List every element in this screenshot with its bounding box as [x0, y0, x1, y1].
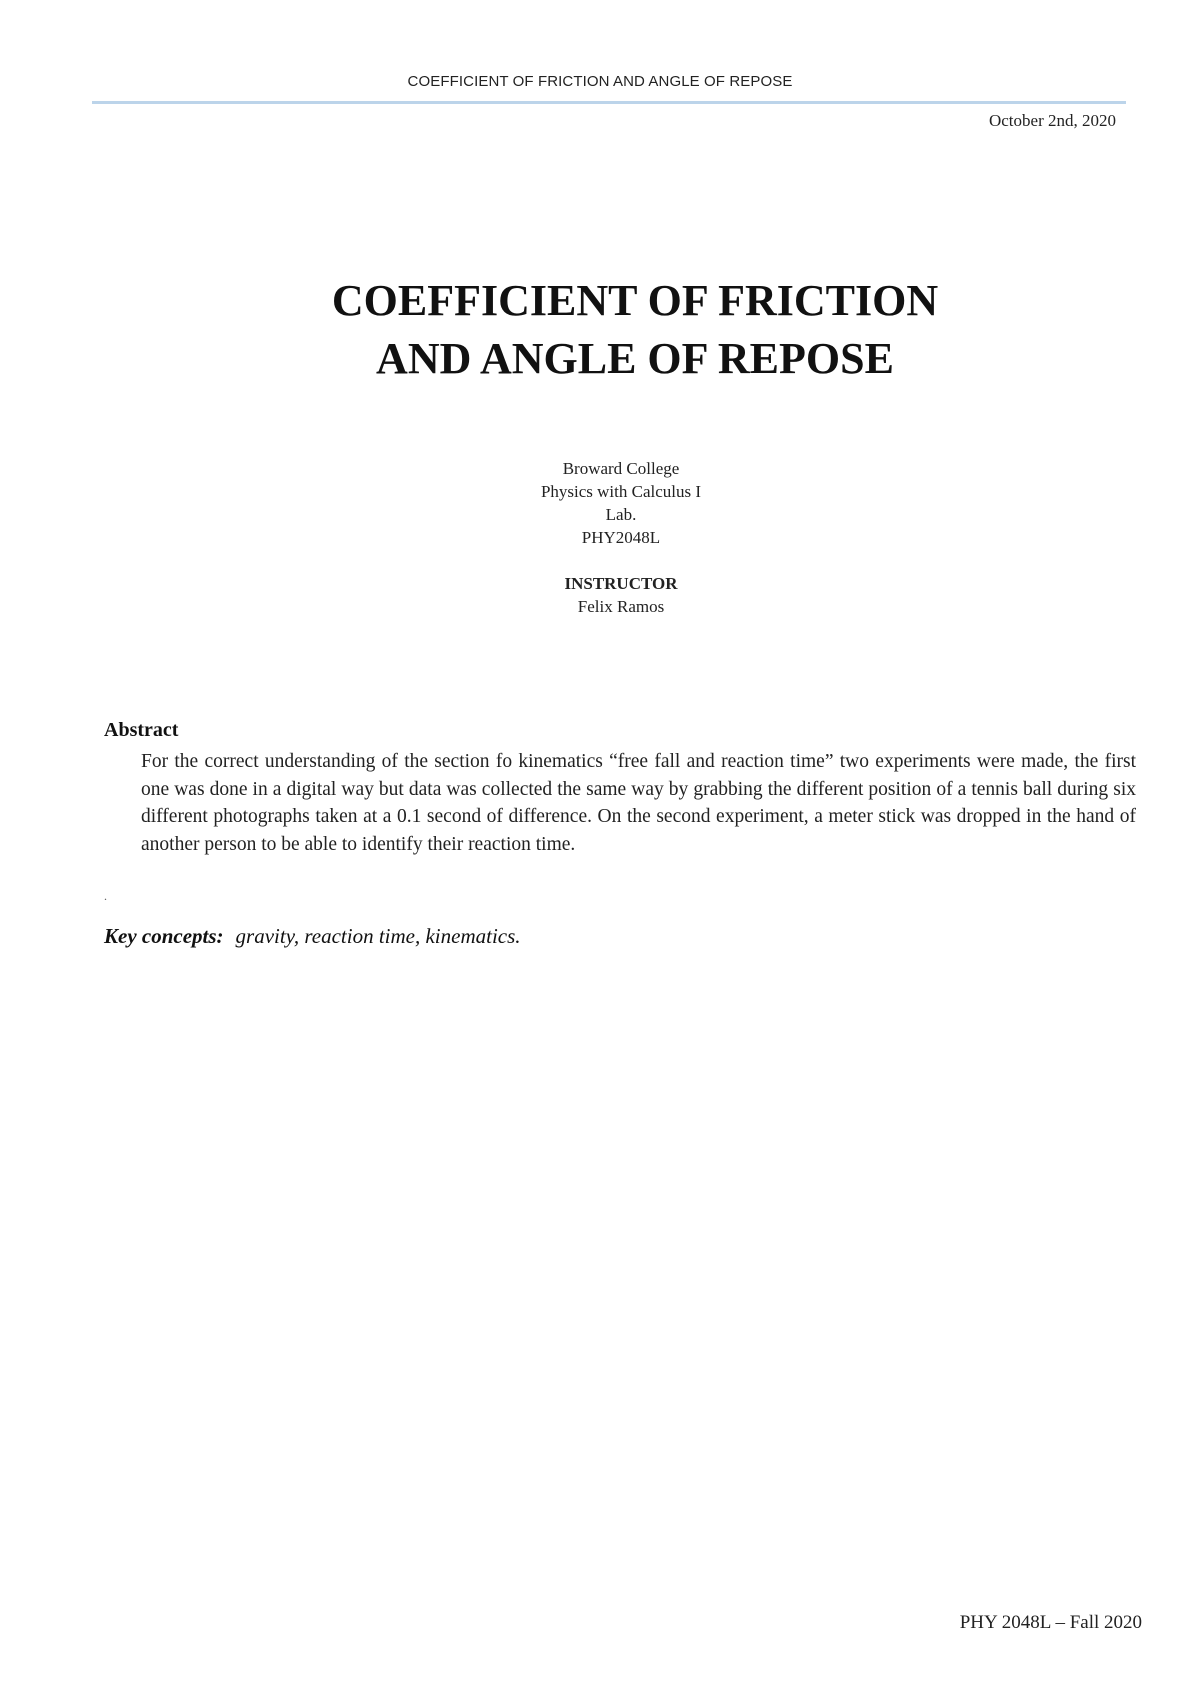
instructor-block	[0, 572, 1200, 618]
title-line-1: COEFFICIENT OF FRICTION	[331, 276, 939, 325]
key-concepts	[104, 924, 521, 949]
college-name: Broward College	[562, 459, 680, 478]
affiliation-block	[0, 457, 1200, 549]
abstract-heading: Abstract	[104, 719, 179, 741]
key-concepts-label: Key concepts:	[104, 924, 224, 948]
title-line-2: AND ANGLE OF REPOSE	[376, 334, 894, 383]
instructor-label: INSTRUCTOR	[564, 574, 678, 593]
key-concepts-values: gravity, reaction time, kinematics.	[235, 924, 521, 948]
document-title	[0, 272, 1200, 388]
course-code: PHY2048L	[581, 528, 661, 547]
document-date: October 2nd, 2020	[988, 111, 1116, 130]
course-name: Physics with Calculus I	[540, 482, 702, 501]
header-divider	[92, 101, 1126, 104]
abstract-body: For the correct understanding of the section fo kinematics “free fall and reaction time” two experiments were made, the first one was done in a digital way but data was collected the same way by grabbing the different position of a tennis ball during six different photographs taken at a 0.1 second of difference. On the second experiment, a meter stick was dropped in the hand of another person to be able to identify their reaction time.	[141, 751, 1136, 855]
instructor-name: Felix Ramos	[577, 597, 665, 616]
stray-mark: .	[104, 889, 107, 903]
course-type: Lab.	[605, 505, 637, 524]
running-header: COEFFICIENT OF FRICTION AND ANGLE OF REPOSE	[407, 73, 793, 90]
page-footer: PHY 2048L – Fall 2020	[959, 1612, 1142, 1633]
